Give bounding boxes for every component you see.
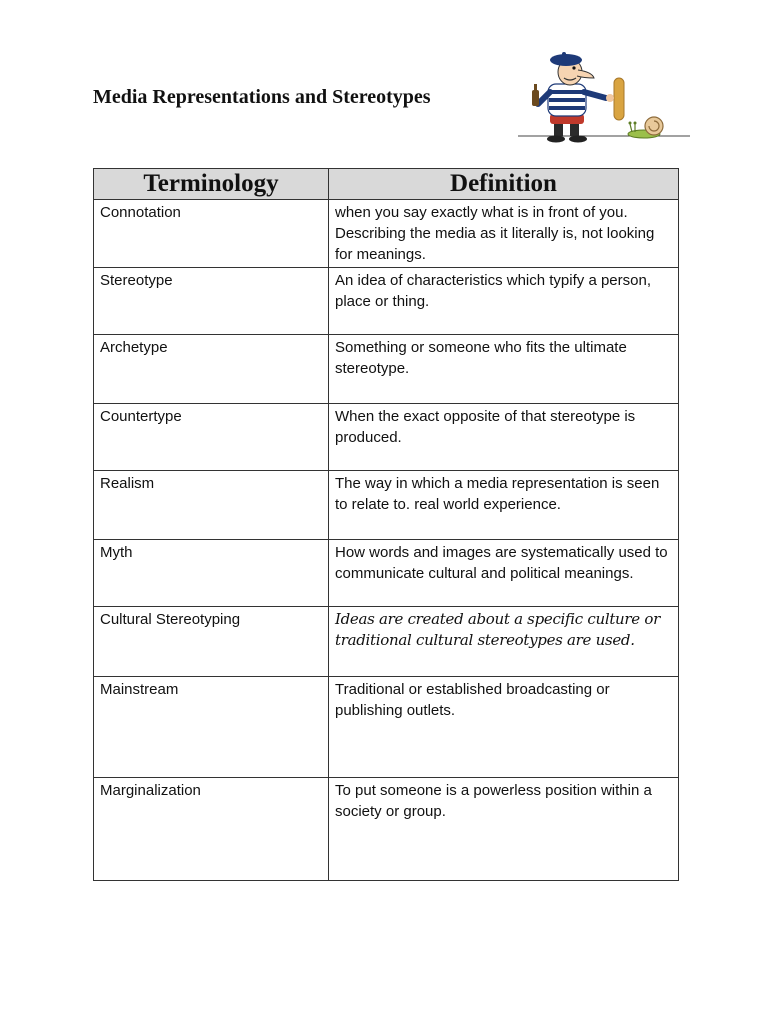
term-cell: Archetype bbox=[94, 335, 329, 404]
header-definition: Definition bbox=[329, 169, 679, 200]
definition-cell: When the exact opposite of that stereotype is produced. bbox=[329, 404, 679, 471]
table-row bbox=[94, 404, 679, 471]
table-row bbox=[94, 200, 679, 268]
term-cell: Myth bbox=[94, 540, 329, 607]
definition-cell: An idea of characteristics which typify a person, place or thing. bbox=[329, 268, 679, 335]
definition-cell: The way in which a media representation is seen to relate to. real world experience. bbox=[329, 471, 679, 540]
term-cell: Realism bbox=[94, 471, 329, 540]
table-row bbox=[94, 268, 679, 335]
table-row bbox=[94, 540, 679, 607]
table-row bbox=[94, 677, 679, 778]
table-row bbox=[94, 335, 679, 404]
definition-cell: Something or someone who fits the ultimate stereotype. bbox=[329, 335, 679, 404]
term-cell: Marginalization bbox=[94, 778, 329, 881]
term-cell: Connotation bbox=[94, 200, 329, 268]
table-row bbox=[94, 607, 679, 677]
french-mime-with-baguette-and-snail-icon bbox=[514, 48, 694, 158]
definition-cell: Ideas are created about a specific culture or traditional cultural stereotypes are used. bbox=[329, 607, 679, 677]
term-cell: Mainstream bbox=[94, 677, 329, 778]
table-row bbox=[94, 471, 679, 540]
term-cell: Countertype bbox=[94, 404, 329, 471]
table-header-row bbox=[94, 169, 679, 200]
definition-cell: How words and images are systematically used to communicate cultural and political meanings. bbox=[329, 540, 679, 607]
table-row bbox=[94, 778, 679, 881]
definition-cell: Traditional or established broadcasting or publishing outlets. bbox=[329, 677, 679, 778]
definition-cell: To put someone is a powerless position within a society or group. bbox=[329, 778, 679, 881]
term-cell: Stereotype bbox=[94, 268, 329, 335]
page-title: Media Representations and Stereotypes bbox=[93, 86, 431, 108]
header-terminology: Terminology bbox=[94, 169, 329, 200]
term-cell: Cultural Stereotyping bbox=[94, 607, 329, 677]
definition-cell: when you say exactly what is in front of you. Describing the media as it literally is, not looking for meanings. bbox=[329, 200, 679, 268]
terminology-table bbox=[93, 168, 679, 881]
